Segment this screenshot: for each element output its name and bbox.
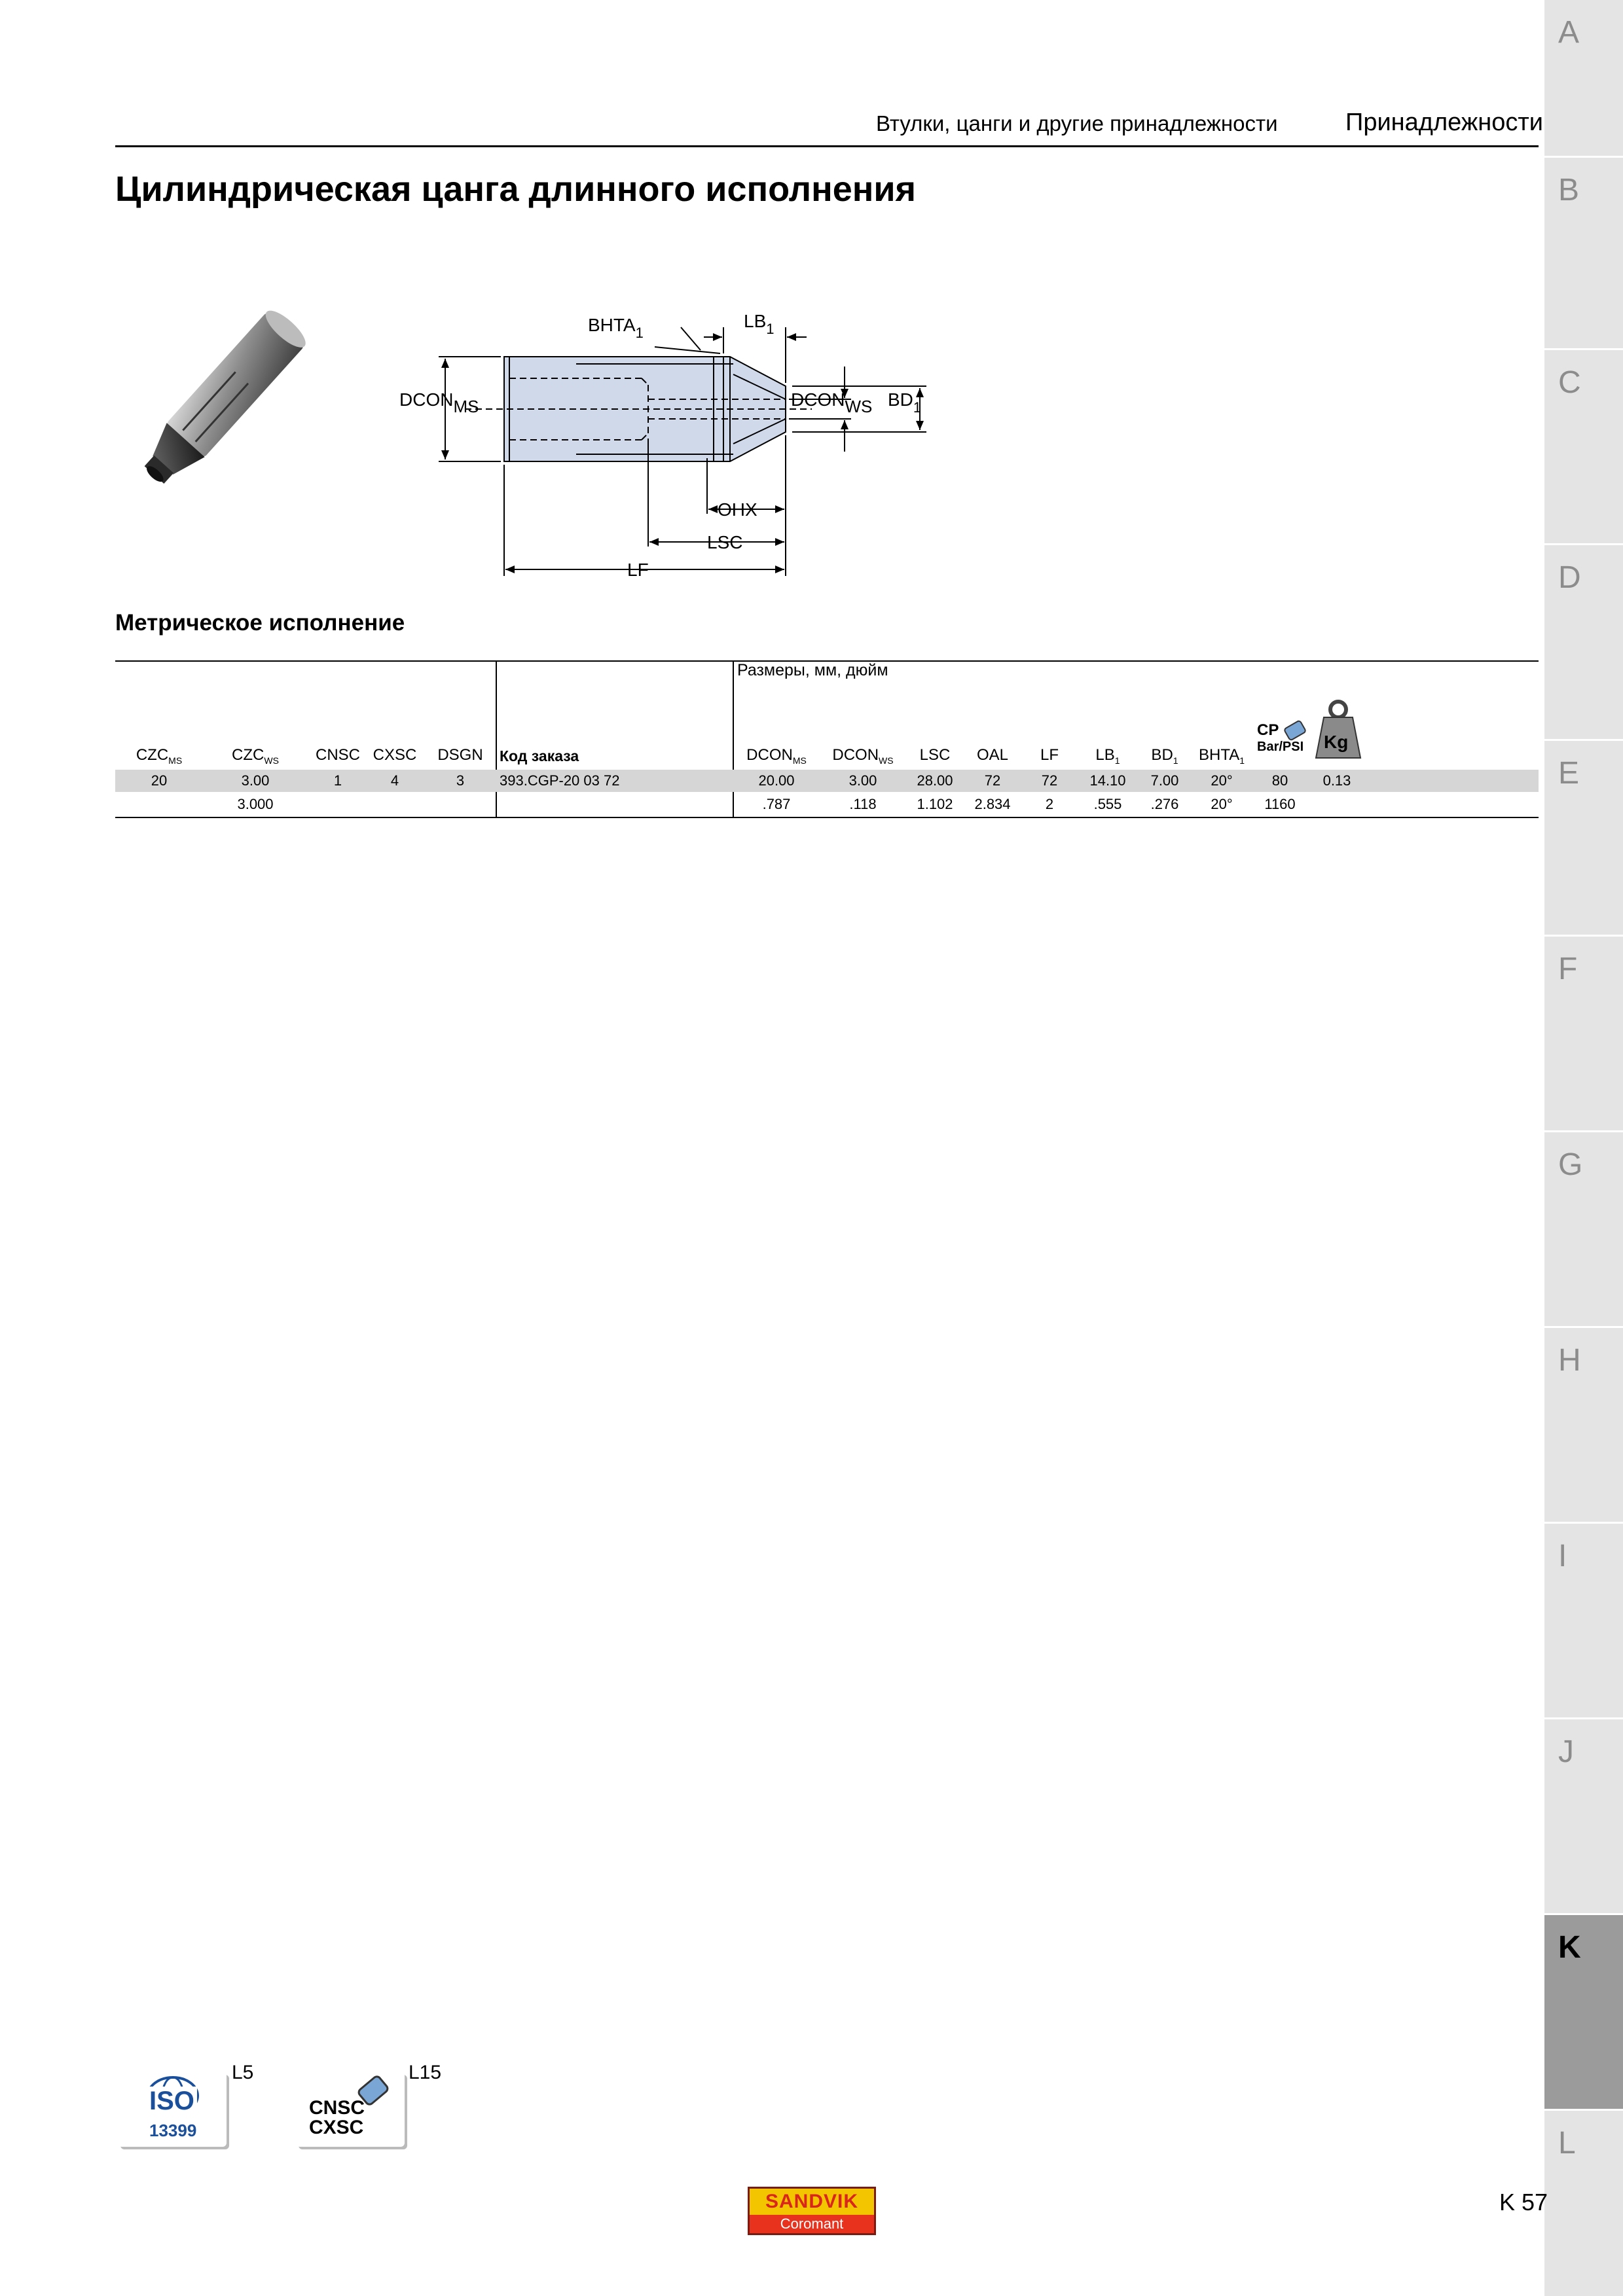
iso-13399-link[interactable]: ISO 13399 xyxy=(118,2072,227,2147)
col-dcon-ms: $DCON_{MS}$ xyxy=(746,746,807,766)
col-czc-ws: $CZC_{WS}$ xyxy=(232,746,279,766)
svg-text:BHTA1: $BHTA_1$ xyxy=(588,315,644,341)
page-title: Цилиндрическая цанга длинного исполнения xyxy=(115,170,917,209)
col-dsgn: DSGN xyxy=(437,746,483,764)
tab-h[interactable]: H xyxy=(1544,1328,1623,1522)
col-lsc: LSC xyxy=(919,746,951,764)
table-divider-order xyxy=(496,660,497,817)
iso-ref-page[interactable]: L5 xyxy=(232,2062,254,2083)
svg-text:DCONMS: DCONMS xyxy=(399,389,479,416)
tab-f[interactable]: F xyxy=(1544,937,1623,1130)
cnsc-cxsc-link[interactable]: CNSC CXSC xyxy=(296,2072,405,2147)
section-title: Метрическое исполнение xyxy=(115,610,405,636)
tab-c[interactable]: C xyxy=(1544,350,1623,543)
page-number: K 57 xyxy=(1499,2189,1548,2215)
tab-l[interactable]: L xyxy=(1544,2111,1623,2296)
svg-text:LF: LF xyxy=(627,560,649,580)
dims-header: Размеры, мм, дюйм xyxy=(737,661,888,679)
tab-k[interactable]: K xyxy=(1544,1915,1623,2109)
header-section: Принадлежности xyxy=(1345,109,1544,136)
col-bhta1: $BHTA_1$ xyxy=(1198,746,1245,766)
tab-i[interactable]: I xyxy=(1544,1524,1623,1717)
svg-text:DCONWS: DCONWS xyxy=(791,389,873,416)
col-dcon-ws: $DCON_{WS}$ xyxy=(832,746,894,766)
table-bottom-rule xyxy=(115,817,1539,818)
svg-text:LB1: $LB_1$ xyxy=(744,311,775,337)
svg-text:BD1: $BD_1$ xyxy=(888,389,922,416)
svg-text:LSC: LSC xyxy=(707,532,743,552)
cnsc-ref-page[interactable]: L15 xyxy=(409,2062,442,2083)
col-cnsc: CNSC xyxy=(315,746,361,764)
weight-icon: Kg xyxy=(1315,698,1362,761)
tab-e[interactable]: E xyxy=(1544,741,1623,935)
col-lb1: $LB_1$ xyxy=(1095,746,1120,766)
tab-g[interactable]: G xyxy=(1544,1132,1623,1326)
tab-d[interactable]: D xyxy=(1544,545,1623,739)
col-lf: LF xyxy=(1040,746,1059,764)
tab-b[interactable]: B xyxy=(1544,158,1623,348)
sandvik-coromant-logo: SANDVIK Coromant xyxy=(748,2187,876,2235)
table-divider-dims xyxy=(733,660,734,817)
col-bd1: $BD_1$ xyxy=(1151,746,1178,766)
header-subsection: Втулки, цанги и другие принадлежности xyxy=(876,111,1278,135)
col-cxsc: CXSC xyxy=(373,746,417,764)
dimension-drawing xyxy=(393,301,969,583)
collet-photo xyxy=(118,301,340,484)
col-order-code: Код заказа xyxy=(500,747,579,764)
tab-a[interactable]: A xyxy=(1544,0,1623,156)
col-czc-ms: $CZC_{MS}$ xyxy=(136,746,183,766)
svg-text:OHX: OHX xyxy=(718,499,757,520)
col-oal: OAL xyxy=(976,746,1009,764)
order-code[interactable]: 393.CGP-20 03 72 xyxy=(500,772,620,789)
coolant-pressure-icon: CP Bar/PSI xyxy=(1254,720,1307,761)
tab-j[interactable]: J xyxy=(1544,1719,1623,1913)
header-rule xyxy=(115,145,1539,147)
